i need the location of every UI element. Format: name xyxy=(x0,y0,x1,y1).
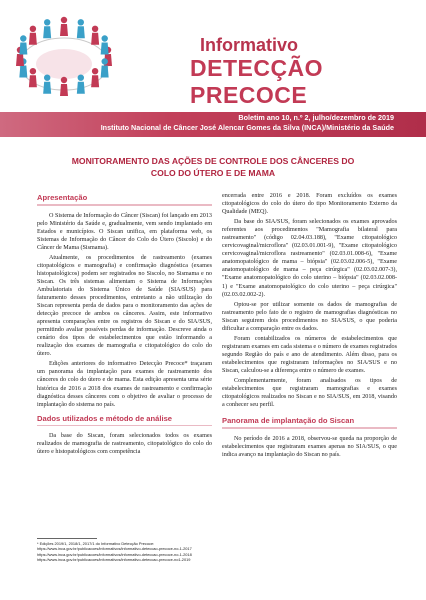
person-figure-icon xyxy=(91,68,99,87)
issue-line: Boletim ano 10, n.º 2, julho/dezembro de 2019 xyxy=(238,113,394,122)
person-figure-icon xyxy=(43,19,51,38)
paragraph: Foram contabilizados os números de estabelecimentos que registraram exames em cada sistema e o número de exames registrados segundo Região do país e ano de atendimento. Além disso, para os estabelecimentos que registraram informações no SIA/SUS e no Siscan, calculou-se a diferença entre o número de exames. xyxy=(222,335,397,374)
paragraph: Complementarmente, foram analisados os tipos de estabelecimentos que registraram mamografias e exames citopatológicos realizados no Siscan e no SIA/SUS, em 2018, visando a conhecer seu perfil. xyxy=(222,378,397,409)
paragraph: Edições anteriores do informativo Detecção Precoce* traçaram um panorama da implantação para exames de rastreamento dos cânceres do colo do útero e de mama. Esta edição apresenta uma série histórica de 2016 a 2018 dos exames de rastreamento e confirmação diagnóstica desses cânceres com o objetivo de avaliar o processo de implantação do sistema no país. xyxy=(37,361,212,408)
person-figure-icon xyxy=(91,26,99,45)
footnote xyxy=(37,541,217,562)
footnote-text: * Edições 2019/1, 2018/1, 2017/1 do Informativo Detecção Precoce: xyxy=(37,541,155,546)
footnote-link: https://www.inca.gov.br/publicacoes/informativos/informativo-deteccao-precoce-no-1-2017 xyxy=(37,546,192,552)
footnote-link: https://www.inca.gov.br/publicacoes/informativos/informativo-deteccao-precoce-no1-2019 xyxy=(37,556,191,562)
section-divider xyxy=(222,427,397,429)
institution-line: Instituto Nacional de Câncer José Alencar Gomes da Silva (INCA)/Ministério da Saúde xyxy=(100,123,394,132)
footnote-divider xyxy=(37,538,97,539)
paragraph: O Sistema de Informação do Câncer (Siscan) foi lançado em 2013 pelo Ministério da Saúde e, gradualmente, vem sendo implantado em Estados e municípios. O Siscan unifica, em plataforma web, os Sistemas de Informação do Câncer do Colo do Útero (Siscolo) e do Câncer de Mama (Sismama). xyxy=(37,212,212,251)
issue-banner xyxy=(0,112,426,137)
person-figure-icon xyxy=(77,19,85,38)
paragraph: Atualmente, os procedimentos de rastreamento (exames citopatológicos e mamografia) e confirmação diagnóstica (exames histopatológicos) podem ser registrados no Siscolo, no Sismama e no Siscan. Os três sistemas alimentam o Sistema de Informações Ambulatoriais do Sistema Único de Saúde (SIA/SUS) para faturamento desses procedimentos, entretanto a não utilização do Siscan representa perda de dados para o monitoramento das ações de detecção precoce de ambos os cânceres. Assim, este informativo apresenta comparações entre os registros do Siscan e do SIA/SUS, permitindo avaliar possíveis perdas de informação. Descreve ainda o cenário dos tipos de estabelecimentos que estão informando a realização dos exames de mamografia e citopatológico do colo do útero. xyxy=(37,254,212,358)
person-figure-icon xyxy=(43,75,51,94)
article-title xyxy=(40,155,386,179)
section-divider xyxy=(37,204,212,206)
person-figure-icon xyxy=(77,75,85,94)
person-figure-icon xyxy=(29,26,37,45)
publication-title: DETECÇÃO PRECOCE xyxy=(190,55,324,108)
person-figure-icon xyxy=(19,35,27,54)
paragraph: Da base do Siscan, foram selecionados todos os exames realizados de mamografia de rastreamento, citopatológico do colo do útero e histopatológicos com competência xyxy=(37,433,212,456)
person-figure-icon xyxy=(101,35,109,54)
paragraph: No período de 2016 a 2018, observou-se queda na proporção de estabelecimentos que registraram exames apenas no SIA/SUS, o que indica avanço na implantação do Siscan no país. xyxy=(222,435,397,458)
person-figure-icon xyxy=(101,58,109,77)
paragraph: Da base do SIA/SUS, foram selecionados os exames aprovados referentes aos procedimentos "Mamografia bilateral para rastreamento" (código 02.04.03.188), "Exame citopatológico cervicovaginal/microflora" (02.03.01.001-9), "Exame citopatológico cervicovaginal/microflora rastreamento" (02.03.01.008-6), "Exame anatomopatológico de mama – biópsia" (02.03.02.006-5), "Exame anatomopatológico de mama – peça cirúrgica" (02.03.02.007-3), "Exame anatomopatológico do colo uterino – biópsia" (02.03.02.008-1) e "Exame anatomopatológico do colo uterino – peça cirúrgica" (02.03.02.002-2). xyxy=(222,219,397,298)
page-header xyxy=(0,0,426,112)
people-circle-logo xyxy=(6,6,122,110)
right-column xyxy=(222,192,397,461)
section-divider xyxy=(37,425,212,427)
person-figure-icon xyxy=(60,17,68,36)
left-column xyxy=(37,192,212,458)
section-heading-apresentacao: Apresentação xyxy=(37,193,88,202)
paragraph: encerrada entre 2016 e 2018. Foram excluídos os exames citopatológicos do colo do útero do tipo Monitoramento Externo da Qualidade (MEQ). xyxy=(222,193,397,216)
section-heading-dados: Dados utilizados e método de análise xyxy=(37,413,173,423)
article-title-line-1: MONITORAMENTO DAS AÇÕES DE CONTROLE DOS CÂNCERES DO xyxy=(71,156,355,166)
person-figure-icon xyxy=(60,77,68,96)
article-title-line-2: COLO DO ÚTERO E DE MAMA xyxy=(150,168,276,178)
publication-name: Informativo xyxy=(200,35,299,55)
footnote-link: https://www.inca.gov.br/publicacoes/informativos/informativo-deteccao-precoce-no-1-2018 xyxy=(37,551,192,557)
section-heading-panorama: Panorama de implantação do Siscan xyxy=(222,416,355,426)
paragraph: Optou-se por utilizar somente os dados de mamografias de rastreamento pelo fato de o registro de mamografias diagnósticas no Siscan seguirem dois procedimentos no SIA/SUS, o que poderia dificultar a comparação entre os dados. xyxy=(222,301,397,332)
person-figure-icon xyxy=(29,68,37,87)
